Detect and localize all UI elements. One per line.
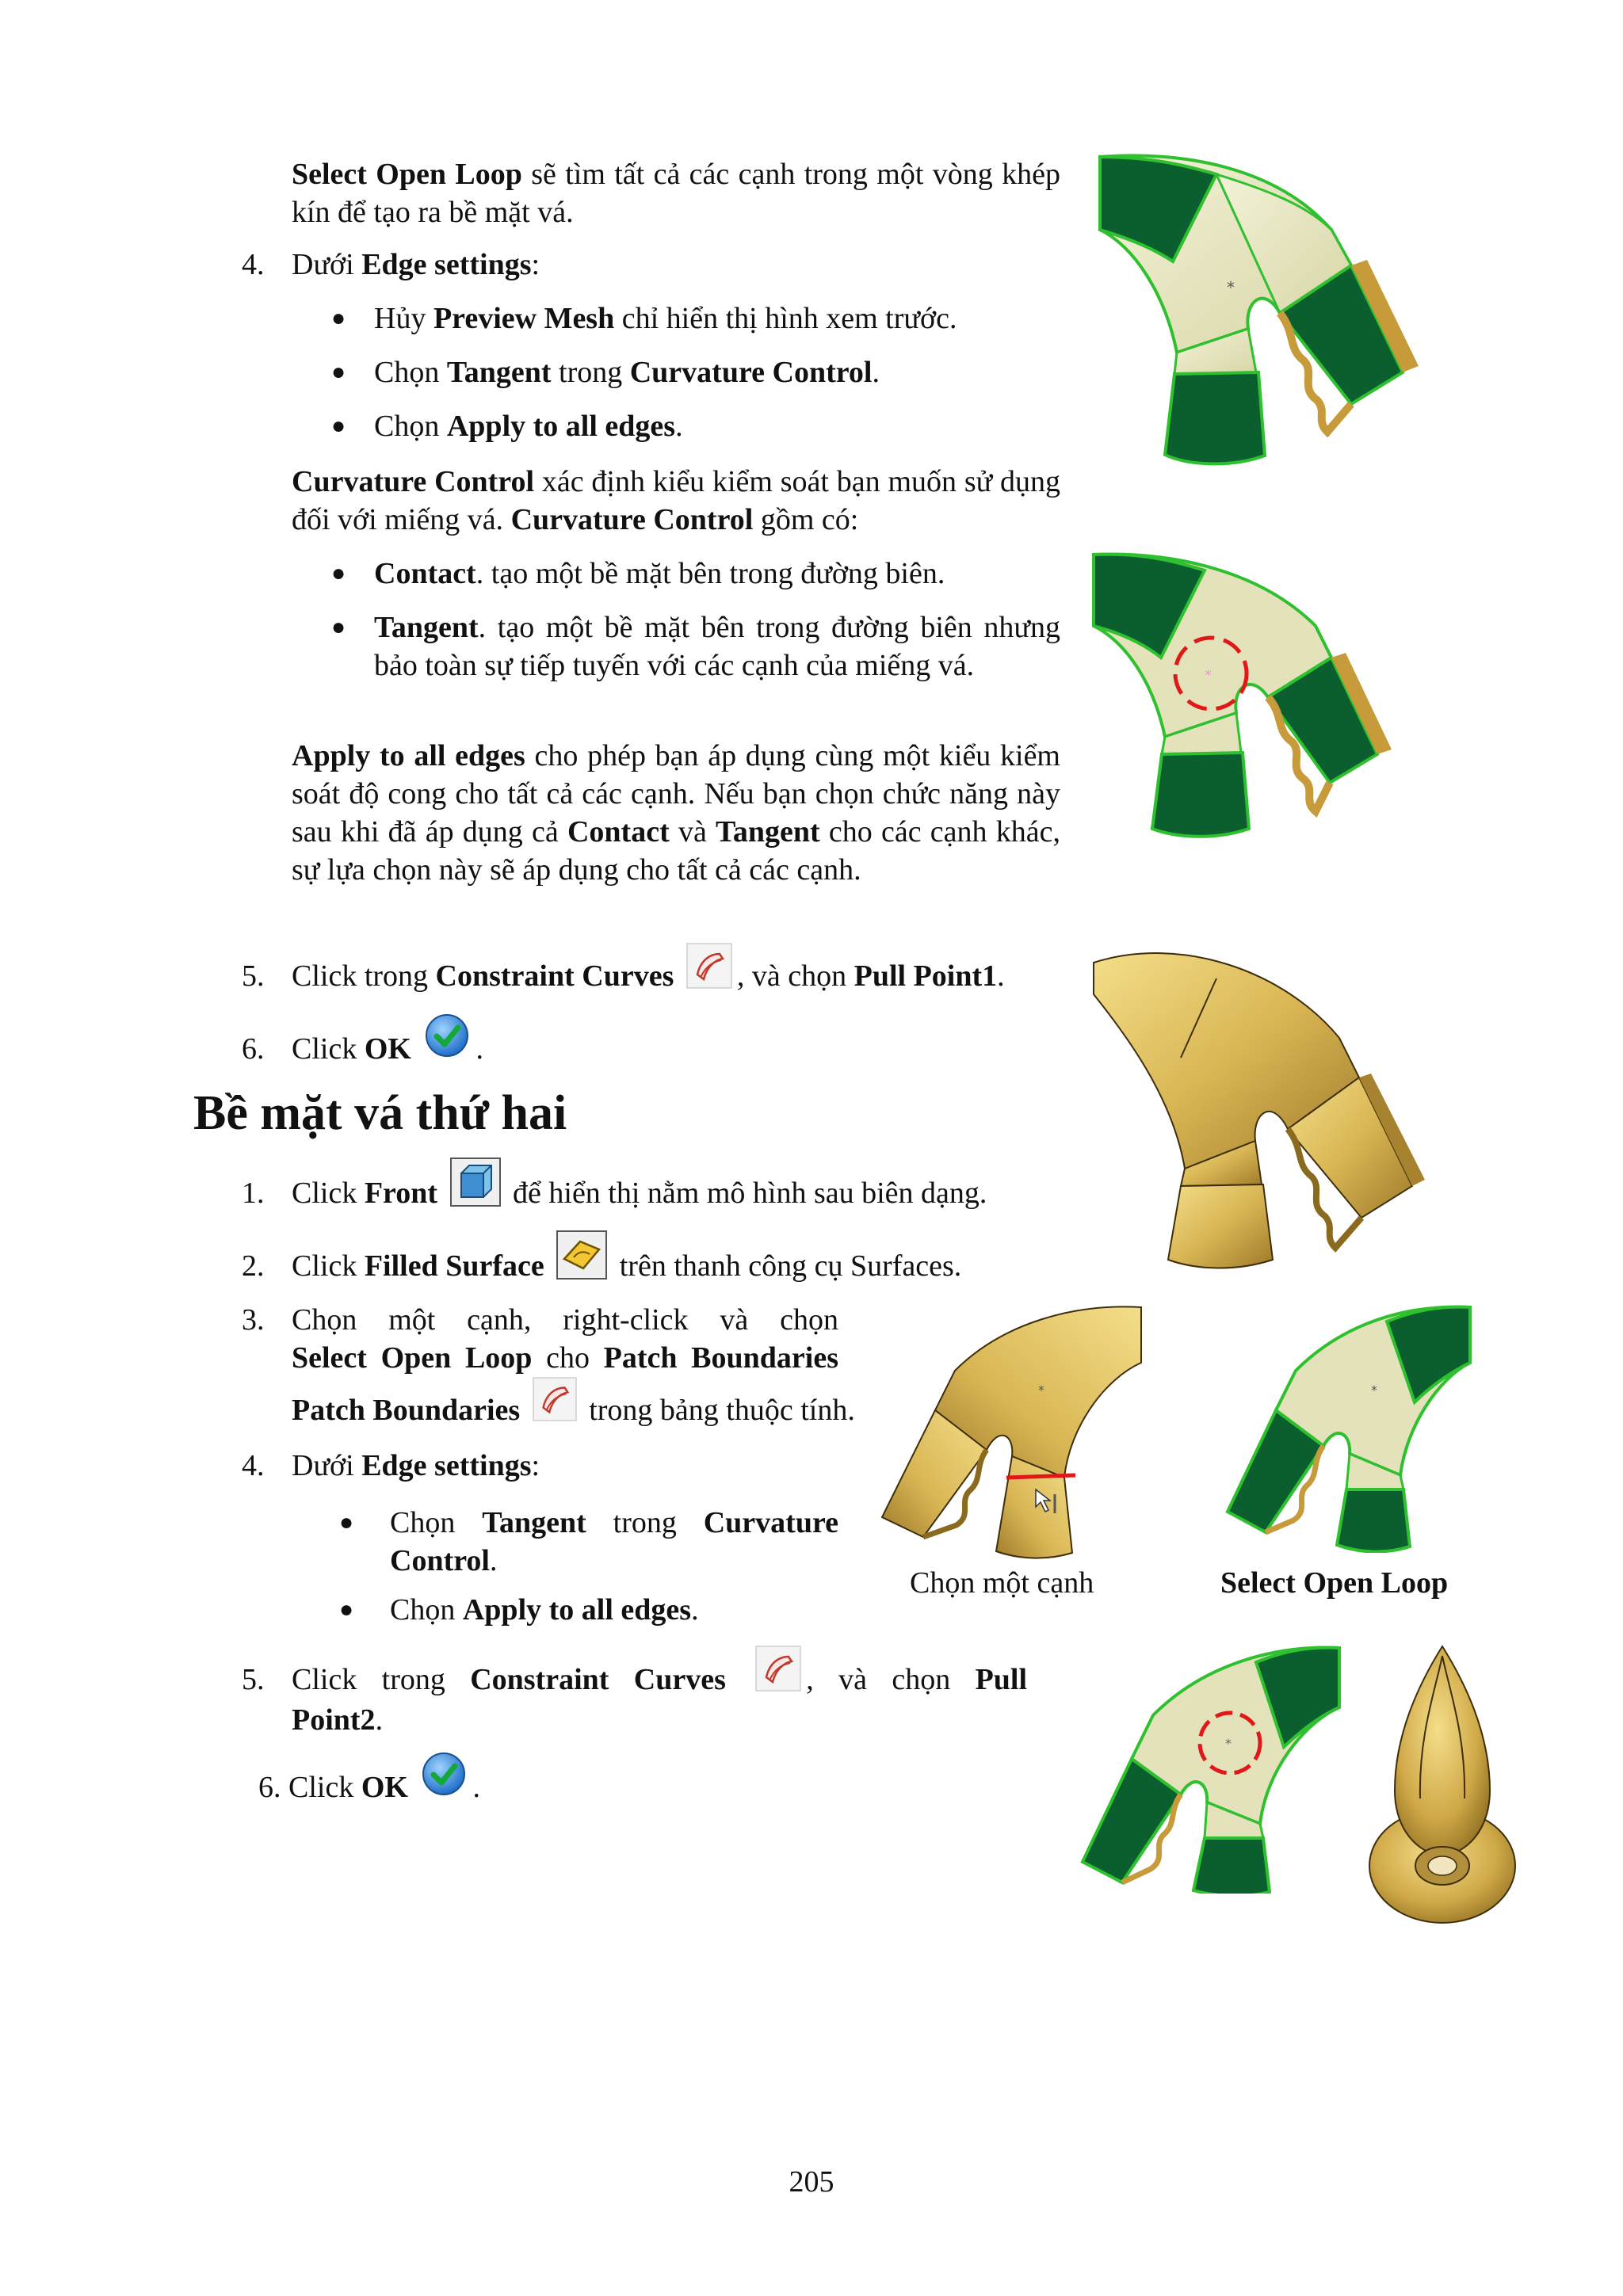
- curvature-control-paragraph: Curvature Control xác định kiểu kiểm soát bạn muốn sử dụng đối với miếng vá. Curvature Control gồm có:: [292, 465, 1061, 536]
- s2-step-3-line1: Chọn một cạnh, right-click và chọn: [292, 1303, 838, 1337]
- s2-step-3-line3: Patch Boundaries trong bảng thuộc tính.: [292, 1391, 846, 1431]
- s2-step-6-ok: 6. Click OK .: [258, 1768, 655, 1807]
- figure-pull-point1: [1086, 547, 1466, 864]
- step-4-edge-settings: Dưới Edge settings:: [292, 248, 540, 281]
- front-view-icon[interactable]: [450, 1158, 501, 1216]
- bullet-dot: ●: [331, 413, 346, 439]
- s2-step-3-line2: Select Open Loop cho Patch Boundaries: [292, 1341, 838, 1375]
- svg-text:*: *: [1038, 1383, 1044, 1398]
- s2-step-1-number: 1.: [242, 1177, 265, 1210]
- bullet-dot: ●: [331, 359, 346, 385]
- apply-all-paragraph: Apply to all edges cho phép bạn áp dụng cùng một kiểu kiểm soát độ cong cho tất cả các cạnh. Nếu bạn chọn chức năng này sau khi đã áp dụng cả Contact và Tangent cho các cạnh khác, sự lựa chọn này sẽ áp dụng cho tất cả các cạnh.: [292, 739, 1060, 887]
- ok-check-icon[interactable]: [423, 1012, 471, 1069]
- s2-step-5-line1: Click trong Constraint Curves , và chọn Pull: [292, 1661, 1027, 1701]
- bullet-dot: ●: [331, 560, 346, 586]
- section-heading: Bề mặt vá thứ hai: [193, 1086, 567, 1140]
- figure-select-edge: [868, 1299, 1153, 1561]
- caption-select-edge: Chọn một cạnh: [910, 1566, 1094, 1600]
- bullet-tangent: Chọn Tangent trong Curvature Control.: [374, 356, 880, 389]
- bullet-dot: ●: [339, 1596, 354, 1623]
- ok-check-icon[interactable]: [420, 1750, 468, 1807]
- svg-text:*: *: [1225, 1736, 1232, 1751]
- s2-step-3-number: 3.: [242, 1303, 265, 1337]
- filled-surface-icon[interactable]: [556, 1230, 607, 1289]
- bullet-apply-all: Chọn Apply to all edges.: [374, 410, 683, 443]
- s2-step-5-constraint-curves: [292, 1661, 1027, 1739]
- figure-first-patch-result: [1086, 939, 1482, 1272]
- s2-step-1-front: Click Front để hiển thị nằm mô hình sau biên dạng.: [292, 1174, 1084, 1216]
- s2-bullet-apply-all: Chọn Apply to all edges.: [390, 1593, 699, 1627]
- svg-text:*: *: [1371, 1383, 1377, 1398]
- step-6-ok: Click OK .: [292, 1030, 609, 1069]
- caption-select-open-loop: Select Open Loop: [1220, 1566, 1449, 1600]
- bullet-dot: ●: [331, 614, 346, 640]
- intro-paragraph: Select Open Loop sẽ tìm tất cả các cạnh trong một vòng khép kín để tạo ra bề mặt vá.: [292, 158, 1060, 229]
- figure-pull-point2: [1054, 1640, 1347, 1894]
- figure-select-open-loop: [1216, 1299, 1478, 1553]
- constraint-curves-icon[interactable]: [755, 1646, 801, 1701]
- figure-open-loop-selected: [1086, 143, 1482, 483]
- s2-step-2-number: 2.: [242, 1249, 265, 1283]
- s2-bullet-tangent: [390, 1504, 838, 1580]
- bullet-preview-mesh: Hủy Preview Mesh chỉ hiển thị hình xem trước.: [374, 302, 957, 335]
- s2-step-3-select-open-loop: [292, 1301, 838, 1377]
- constraint-curves-icon[interactable]: [686, 943, 732, 998]
- step-6-number: 6.: [242, 1032, 265, 1066]
- svg-text:*: *: [1205, 667, 1212, 684]
- s2-step-4-number: 4.: [242, 1449, 265, 1482]
- s2-bullet-tangent-line2: Control.: [390, 1544, 498, 1577]
- s2-step-4-edge-settings: Dưới Edge settings:: [292, 1449, 540, 1482]
- step-4-number: 4.: [242, 248, 265, 281]
- step-5-number: 5.: [242, 959, 265, 993]
- page-number: 205: [789, 2165, 834, 2199]
- bullet-dot: ●: [331, 305, 346, 331]
- svg-text:*: *: [1227, 278, 1235, 297]
- patch-boundaries-icon[interactable]: [533, 1377, 577, 1431]
- bullet-contact: Contact. tạo một bề mặt bên trong đường biên.: [374, 557, 945, 590]
- bullet-tangent-desc: Tangent. tạo một bề mặt bên trong đường biên nhưng bảo toàn sự tiếp tuyến với các cạnh của miếng vá.: [374, 611, 1060, 682]
- s2-step-5-line2: Point2.: [292, 1703, 384, 1737]
- figure-top-view: [1363, 1640, 1522, 1933]
- step-5-constraint-curves: Click trong Constraint Curves , và chọn Pull Point1.: [292, 957, 1084, 998]
- s2-bullet-tangent-line1: Chọn Tangent trong Curvature: [390, 1506, 838, 1539]
- s2-step-5-number: 5.: [242, 1663, 265, 1696]
- bullet-dot: ●: [339, 1509, 354, 1535]
- s2-step-2-filled-surface: Click Filled Surface trên thanh công cụ Surfaces.: [292, 1247, 1084, 1289]
